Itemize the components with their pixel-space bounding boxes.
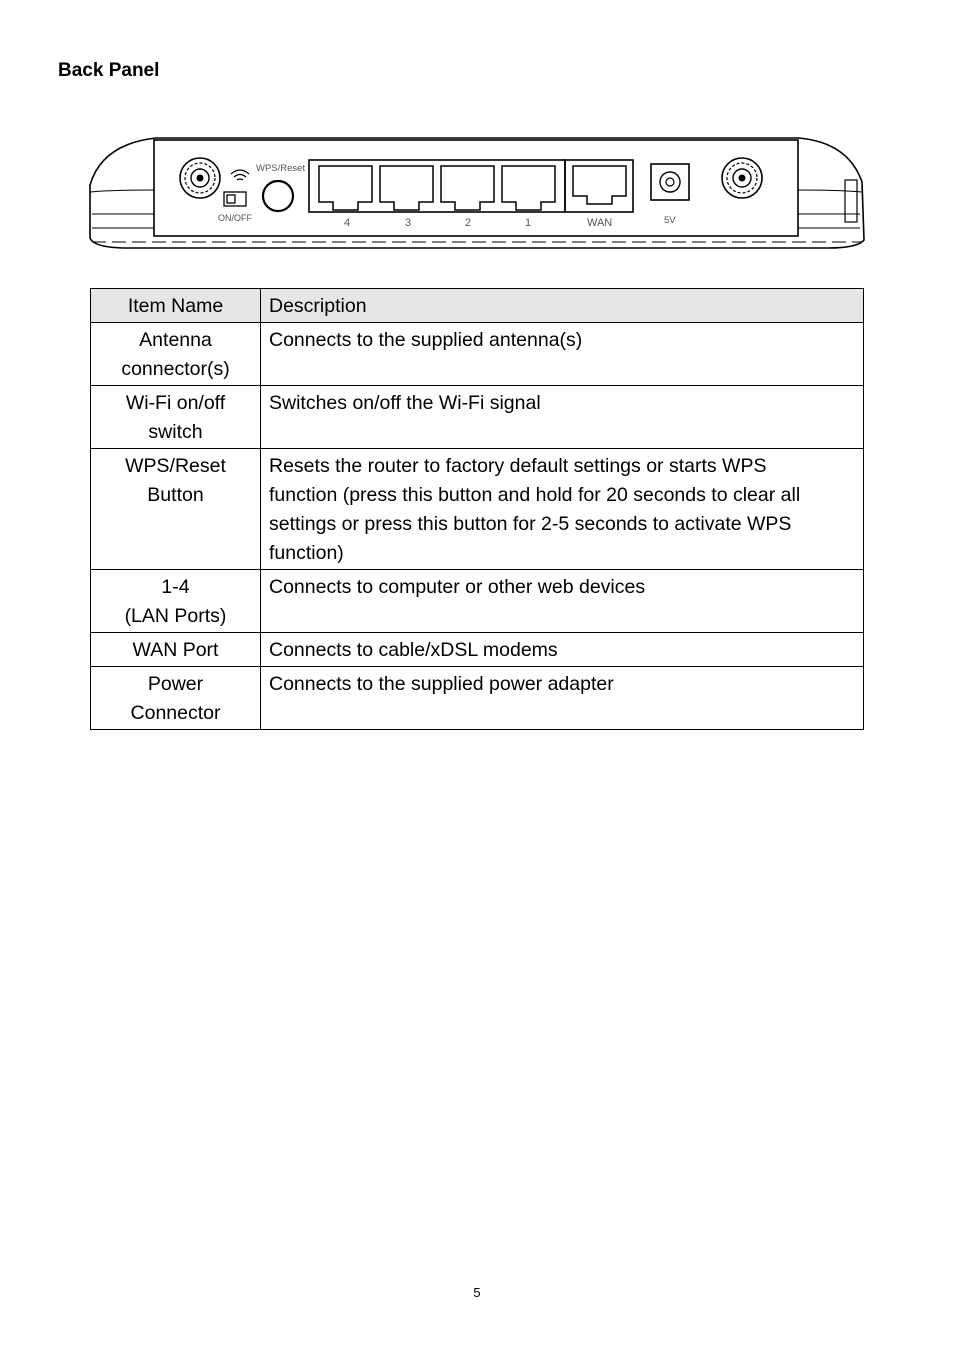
description-cell [261, 323, 864, 386]
header-item-name: Item Name [91, 289, 261, 323]
description-cell [261, 633, 864, 667]
lan-port-group-frame [309, 160, 565, 212]
lan-port-4-label: 4 [344, 217, 351, 229]
item-name-line: Connector [130, 702, 221, 724]
table-row [91, 386, 864, 449]
item-name-cell [91, 449, 261, 570]
wps-reset-label: WPS/Reset [256, 163, 306, 174]
table-row [91, 449, 864, 570]
item-name-line: WAN Port [132, 639, 219, 661]
table-row [91, 323, 864, 386]
item-name-cell [91, 667, 261, 730]
item-name-line: Power [147, 673, 204, 695]
description-line: Switches on/off the Wi-Fi signal [269, 392, 541, 414]
lan-port-1-icon [502, 166, 555, 210]
description-cell [261, 449, 864, 570]
table-row [91, 570, 864, 633]
item-name-line: (LAN Ports) [124, 605, 227, 627]
wifi-icon [231, 170, 249, 180]
table-header-row [91, 289, 864, 323]
header-description: Description [261, 289, 864, 323]
table-row [91, 633, 864, 667]
item-name-line: switch [148, 421, 203, 443]
item-name-line: WPS/Reset [125, 455, 226, 477]
lan-port-2-icon [441, 166, 494, 210]
lan-port-3-label: 3 [405, 217, 412, 229]
item-name-line: 1-4 [161, 576, 190, 598]
item-name-line: Button [147, 484, 204, 506]
lan-port-4-icon [319, 166, 372, 210]
description-line: Connects to cable/xDSL modems [269, 639, 558, 661]
wifi-switch-icon [224, 192, 246, 206]
description-line: Connects to the supplied antenna(s) [269, 329, 583, 351]
item-name-cell [91, 323, 261, 386]
description-line: Connects to the supplied power adapter [269, 673, 614, 695]
item-name-line: Wi-Fi on/off [125, 392, 226, 414]
item-name-line: connector(s) [121, 358, 230, 380]
router-body-outline [90, 138, 864, 248]
lan-port-1-label: 1 [525, 217, 532, 229]
table-row [91, 667, 864, 730]
description-line: settings or press this button for 2-5 seconds to activate WPS [269, 513, 792, 535]
description-cell [261, 667, 864, 730]
wps-reset-button-icon [263, 181, 293, 211]
description-line: Connects to computer or other web devices [269, 576, 646, 598]
description-cell [261, 570, 864, 633]
section-heading: Back Panel [58, 60, 160, 81]
description-line: function (press this button and hold for 20 seconds to clear all [269, 484, 801, 506]
item-name-line: Antenna [139, 329, 212, 351]
right-antenna-connector-icon [722, 158, 762, 198]
back-panel-spec-table [90, 288, 864, 730]
item-name-cell [91, 386, 261, 449]
router-back-panel-illustration [88, 130, 866, 254]
wan-port-icon [573, 166, 626, 204]
item-name-cell [91, 633, 261, 667]
description-line: function) [269, 542, 344, 564]
router-back-panel-drawing [88, 130, 866, 254]
item-name-cell [91, 570, 261, 633]
page-number: 5 [473, 1285, 481, 1300]
lan-port-2-label: 2 [465, 217, 472, 229]
power-label: 5V [664, 215, 676, 226]
power-connector-icon [651, 164, 689, 200]
description-line: Resets the router to factory default settings or starts WPS [269, 455, 767, 477]
wan-port-label: WAN [587, 217, 613, 229]
left-antenna-connector-icon [180, 158, 220, 198]
description-cell [261, 386, 864, 449]
on-off-label: ON/OFF [218, 213, 252, 223]
lan-port-3-icon [380, 166, 433, 210]
